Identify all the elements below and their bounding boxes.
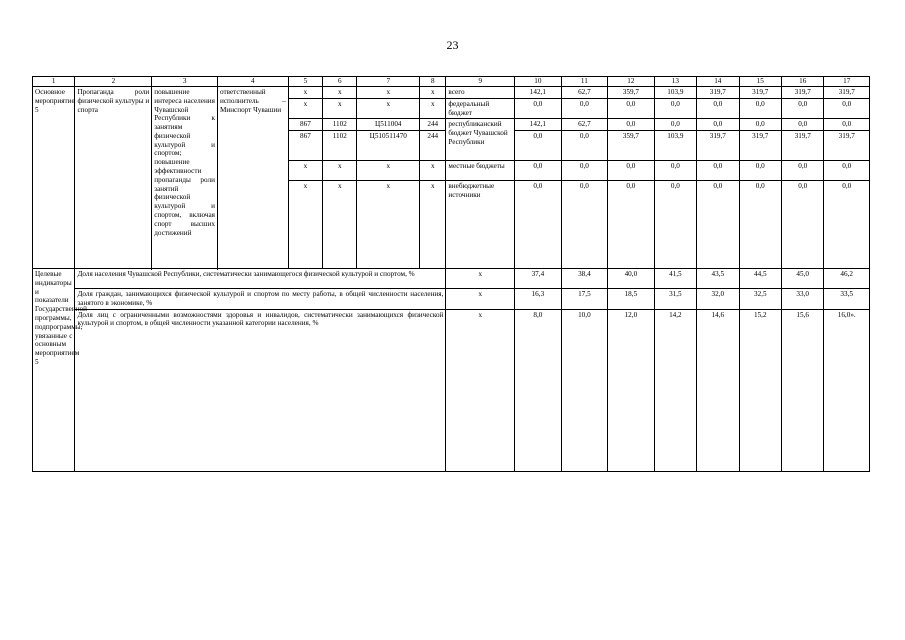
indicator-row bbox=[33, 289, 870, 310]
value-cell: 0,0 bbox=[697, 161, 739, 181]
indicator-text: Доля населения Чувашской Республики, систематически занимающегося физической культурой и спортом, % bbox=[75, 269, 446, 289]
value-cell: 0,0 bbox=[654, 181, 696, 269]
value-cell: 12,0 bbox=[608, 309, 655, 471]
header-cell: 9 bbox=[446, 77, 515, 87]
value-cell: 16,3 bbox=[515, 289, 562, 310]
cell: x bbox=[357, 181, 420, 269]
value-cell: 17,5 bbox=[561, 289, 608, 310]
value-cell: 38,4 bbox=[561, 269, 608, 289]
value-cell: 0,0 bbox=[608, 98, 655, 119]
value-cell: 16,0». bbox=[824, 309, 870, 471]
cell: 1102 bbox=[323, 119, 357, 131]
value-cell: 0,0 bbox=[739, 119, 781, 131]
header-cell: 16 bbox=[781, 77, 823, 87]
value-cell: 18,5 bbox=[608, 289, 655, 310]
cell: x bbox=[357, 98, 420, 119]
value-cell: 0,0 bbox=[739, 181, 781, 269]
value-cell: 32,0 bbox=[697, 289, 739, 310]
value-cell: 0,0 bbox=[697, 119, 739, 131]
cell: x bbox=[288, 98, 322, 119]
cell: x bbox=[420, 87, 446, 99]
header-cell: 3 bbox=[152, 77, 218, 87]
value-cell: 0,0 bbox=[515, 98, 562, 119]
activity-goal: повышение интереса населения Чувашской Республики к занятиям физической культурой и спортом; повышение эффективности пропаганды роли занятий физической культурой и спортом, включая спорт высших достижений bbox=[152, 87, 218, 269]
value-cell: 45,0 bbox=[781, 269, 823, 289]
value-cell: 46,2 bbox=[824, 269, 870, 289]
value-cell: 0,0 bbox=[608, 181, 655, 269]
value-cell: 41,5 bbox=[654, 269, 696, 289]
value-cell: 319,7 bbox=[739, 87, 781, 99]
value-cell: 319,7 bbox=[781, 87, 823, 99]
value-cell: 0,0 bbox=[561, 98, 608, 119]
value-cell: 32,5 bbox=[739, 289, 781, 310]
value-cell: 0,0 bbox=[739, 98, 781, 119]
source-cell: внебюджетные источники bbox=[446, 181, 515, 269]
value-cell: 0,0 bbox=[608, 119, 655, 131]
header-cell: 15 bbox=[739, 77, 781, 87]
source-cell: федеральный бюджет bbox=[446, 98, 515, 119]
activity-number: Основное мероприятие 5 bbox=[33, 87, 75, 269]
cell: 244 bbox=[420, 119, 446, 131]
value-cell: 14,6 bbox=[697, 309, 739, 471]
indicator-x: x bbox=[446, 309, 515, 471]
value-cell: 15,2 bbox=[739, 309, 781, 471]
value-cell: 0,0 bbox=[515, 131, 562, 161]
value-cell: 0,0 bbox=[515, 181, 562, 269]
header-cell: 5 bbox=[288, 77, 322, 87]
cell: 244 bbox=[420, 131, 446, 161]
value-cell: 0,0 bbox=[824, 98, 870, 119]
header-cell: 17 bbox=[824, 77, 870, 87]
source-cell: местные бюджеты bbox=[446, 161, 515, 181]
cell: x bbox=[357, 161, 420, 181]
header-cell: 12 bbox=[608, 77, 655, 87]
value-cell: 0,0 bbox=[781, 119, 823, 131]
value-cell: 103,9 bbox=[654, 131, 696, 161]
indicator-row bbox=[33, 269, 870, 289]
header-cell: 11 bbox=[561, 77, 608, 87]
value-cell: 0,0 bbox=[654, 119, 696, 131]
header-cell: 10 bbox=[515, 77, 562, 87]
value-cell: 0,0 bbox=[561, 181, 608, 269]
value-cell: 37,4 bbox=[515, 269, 562, 289]
value-cell: 0,0 bbox=[561, 161, 608, 181]
value-cell: 15,6 bbox=[781, 309, 823, 471]
cell: x bbox=[420, 98, 446, 119]
value-cell: 62,7 bbox=[561, 87, 608, 99]
header-cell: 7 bbox=[357, 77, 420, 87]
value-cell: 142,1 bbox=[515, 119, 562, 131]
activity-row bbox=[33, 87, 870, 99]
value-cell: 319,7 bbox=[781, 131, 823, 161]
value-cell: 319,7 bbox=[824, 131, 870, 161]
header-cell: 2 bbox=[75, 77, 152, 87]
value-cell: 319,7 bbox=[697, 131, 739, 161]
header-cell: 13 bbox=[654, 77, 696, 87]
value-cell: 31,5 bbox=[654, 289, 696, 310]
header-cell: 1 bbox=[33, 77, 75, 87]
value-cell: 0,0 bbox=[654, 98, 696, 119]
cell: x bbox=[288, 87, 322, 99]
value-cell: 0,0 bbox=[515, 161, 562, 181]
value-cell: 8,0 bbox=[515, 309, 562, 471]
value-cell: 319,7 bbox=[824, 87, 870, 99]
indicators-label: Целевые индикаторы и показатели Государственной программы, подпрограммы, увязанные с основным мероприятием 5 bbox=[33, 269, 75, 472]
cell: Ц511004 bbox=[357, 119, 420, 131]
value-cell: 0,0 bbox=[697, 181, 739, 269]
indicator-row bbox=[33, 309, 870, 471]
value-cell: 43,5 bbox=[697, 269, 739, 289]
value-cell: 33,0 bbox=[781, 289, 823, 310]
header-row bbox=[33, 77, 870, 87]
value-cell: 0,0 bbox=[608, 161, 655, 181]
cell: x bbox=[288, 161, 322, 181]
cell: 867 bbox=[288, 131, 322, 161]
value-cell: 319,7 bbox=[697, 87, 739, 99]
value-cell: 0,0 bbox=[697, 98, 739, 119]
cell: x bbox=[420, 161, 446, 181]
indicator-x: x bbox=[446, 289, 515, 310]
header-cell: 8 bbox=[420, 77, 446, 87]
value-cell: 103,9 bbox=[654, 87, 696, 99]
cell: x bbox=[420, 181, 446, 269]
indicator-x: x bbox=[446, 269, 515, 289]
value-cell: 44,5 bbox=[739, 269, 781, 289]
cell: x bbox=[323, 161, 357, 181]
value-cell: 0,0 bbox=[824, 119, 870, 131]
cell: x bbox=[323, 87, 357, 99]
value-cell: 0,0 bbox=[824, 161, 870, 181]
value-cell: 359,7 bbox=[608, 87, 655, 99]
source-cell: всего bbox=[446, 87, 515, 99]
value-cell: 62,7 bbox=[561, 119, 608, 131]
value-cell: 10,0 bbox=[561, 309, 608, 471]
header-cell: 14 bbox=[697, 77, 739, 87]
indicator-text: Доля лиц с ограниченными возможностями здоровья и инвалидов, систематически занимающихся физической культурой и спортом, в общей численности указанной категории населения, % bbox=[75, 309, 446, 471]
value-cell: 0,0 bbox=[781, 181, 823, 269]
cell: x bbox=[288, 181, 322, 269]
program-table bbox=[32, 76, 870, 472]
value-cell: 33,5 bbox=[824, 289, 870, 310]
value-cell: 0,0 bbox=[561, 131, 608, 161]
cell: Ц510511470 bbox=[357, 131, 420, 161]
cell: x bbox=[323, 98, 357, 119]
value-cell: 142,1 bbox=[515, 87, 562, 99]
value-cell: 319,7 bbox=[739, 131, 781, 161]
value-cell: 0,0 bbox=[781, 98, 823, 119]
activity-executor: ответственный исполнитель – Минспорт Чувашии bbox=[217, 87, 288, 269]
header-cell: 6 bbox=[323, 77, 357, 87]
value-cell: 0,0 bbox=[739, 161, 781, 181]
value-cell: 359,7 bbox=[608, 131, 655, 161]
header-cell: 4 bbox=[217, 77, 288, 87]
value-cell: 0,0 bbox=[781, 161, 823, 181]
value-cell: 40,0 bbox=[608, 269, 655, 289]
value-cell: 0,0 bbox=[654, 161, 696, 181]
cell: 1102 bbox=[323, 131, 357, 161]
source-cell: республиканский бюджет Чувашской Республики bbox=[446, 119, 515, 161]
page-number: 23 bbox=[446, 38, 459, 52]
value-cell: 14,2 bbox=[654, 309, 696, 471]
indicator-text: Доля граждан, занимающихся физической культурой и спортом по месту работы, в общей численности населения, занятого в экономике, % bbox=[75, 289, 446, 310]
activity-title: Пропаганда роли физической культуры и спорта bbox=[75, 87, 152, 269]
value-cell: 0,0 bbox=[824, 181, 870, 269]
cell: 867 bbox=[288, 119, 322, 131]
cell: x bbox=[357, 87, 420, 99]
cell: x bbox=[323, 181, 357, 269]
